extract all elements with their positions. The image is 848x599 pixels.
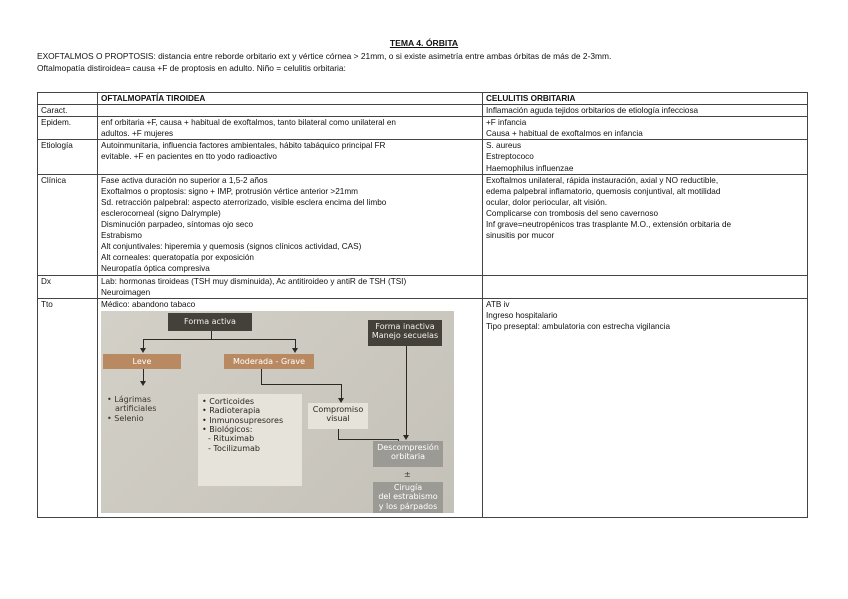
cell-line: Complicarse con trombosis del seno cavernoso bbox=[486, 208, 659, 218]
cell-line: Haemophilus influenzae bbox=[486, 163, 574, 173]
treatment-flow-diagram bbox=[101, 311, 454, 513]
row-label: Epidem. bbox=[38, 117, 98, 140]
forma-inactiva-line: Forma inactiva bbox=[375, 321, 435, 331]
compromiso-visual-box bbox=[308, 403, 368, 429]
thyroid-cell bbox=[98, 174, 483, 275]
comparison-table bbox=[37, 92, 808, 518]
cell-line: +F infancia bbox=[486, 118, 527, 128]
intro-line-1: EXOFTALMOS O PROPTOSIS: distancia entre reborde orbitario ext y vértice córnea > 21mm, o si existe asimetría entre ambas órbitas de más de 2-3mm. bbox=[37, 51, 612, 61]
cell-line: sinusitis por mucor bbox=[486, 231, 555, 241]
row-label: Dx bbox=[38, 275, 98, 298]
cell-line: esclerocorneal (signo Dalrymple) bbox=[101, 208, 221, 218]
row-label: Etiología bbox=[38, 140, 98, 174]
header-cell-thyroid: OFTALMOPATÍA TIROIDEA bbox=[98, 93, 483, 105]
cell-line: adultos. +F mujeres bbox=[101, 129, 174, 139]
thyroid-cell bbox=[98, 298, 483, 517]
table-row bbox=[38, 117, 808, 140]
cellulitis-cell bbox=[483, 275, 808, 298]
cirugia-line: Cirugía bbox=[393, 482, 423, 492]
moderada-list-box bbox=[198, 394, 302, 486]
cellulitis-cell bbox=[483, 174, 808, 275]
cell-line: Médico: abandono tabaco bbox=[101, 299, 196, 309]
forma-inactiva-line: Manejo secuelas bbox=[371, 331, 439, 341]
table-header-row bbox=[38, 93, 808, 105]
cellulitis-cell bbox=[483, 117, 808, 140]
header-cell-empty bbox=[38, 93, 98, 105]
descompresion-line: orbitaria bbox=[391, 452, 425, 462]
cirugia-box bbox=[373, 482, 443, 513]
table-row bbox=[38, 105, 808, 117]
intro-line-2: Oftalmopatía distiroidea= causa +F de proptosis en adulto. Niño = celulitis orbitaria: bbox=[37, 63, 346, 73]
cell-line: enf orbitaria +F, causa + habitual de exoftalmos, tanto bilateral como unilateral en bbox=[101, 118, 396, 128]
moderada-item: • Radioterapia bbox=[202, 406, 261, 416]
moderada-item: - Rituximab bbox=[208, 434, 255, 444]
cirugia-line: y los párpados bbox=[378, 501, 438, 511]
leve-item: artificiales bbox=[115, 404, 157, 414]
cell-line: evitable. +F en pacientes en tto yodo radioactivo bbox=[101, 152, 277, 162]
cell-line: Estrabismo bbox=[101, 231, 142, 241]
table-row bbox=[38, 275, 808, 298]
cell-line: ocular, dolor periocular, alt visión. bbox=[486, 197, 608, 207]
table-row bbox=[38, 174, 808, 275]
cellulitis-cell bbox=[483, 140, 808, 174]
cell-line: edema palpebral inflamatorio, quemosis conjuntival, alt motilidad bbox=[486, 186, 721, 196]
cellulitis-cell bbox=[483, 298, 808, 517]
cell-line: Fase activa duración no superior a 1,5-2 años bbox=[101, 175, 268, 185]
cell-line: Neuropatía óptica compresiva bbox=[101, 264, 210, 274]
row-label: Clínica bbox=[38, 174, 98, 275]
cell-line: Ingreso hospitalario bbox=[486, 310, 558, 320]
cellulitis-cell bbox=[483, 105, 808, 117]
table-row bbox=[38, 140, 808, 174]
thyroid-cell bbox=[98, 105, 483, 117]
moderada-item: • Biológicos: bbox=[202, 425, 253, 434]
row-label: Tto bbox=[38, 298, 98, 517]
cell-line: Neuroimagen bbox=[101, 287, 151, 297]
cell-line: Sd. retracción palpebral: aspecto aterrorizado, visible esclera encima del limbo bbox=[101, 197, 387, 207]
compromiso-line: Compromiso bbox=[312, 404, 364, 414]
forma-activa-box: Forma activa bbox=[168, 313, 252, 331]
compromiso-line: visual bbox=[326, 414, 350, 424]
cell-line: Tipo preseptal: ambulatoria con estrecha vigilancia bbox=[486, 321, 671, 331]
cell-line: Exoftalmos unilateral, rápida instauración, axial y NO reductible, bbox=[486, 175, 719, 185]
thyroid-cell bbox=[98, 275, 483, 298]
cirugia-line: del estrabismo bbox=[378, 492, 438, 502]
leve-box: Leve bbox=[103, 354, 181, 369]
leve-item: • Lágrimas bbox=[107, 394, 152, 404]
page-title: TEMA 4. ÓRBITA bbox=[389, 38, 459, 48]
cell-line: Exoftalmos o proptosis: signo + IMP, protrusión vértice anterior >21mm bbox=[101, 186, 358, 196]
moderada-item: • Corticoides bbox=[202, 396, 255, 406]
cell-line: Disminución parpadeo, síntomas ojo seco bbox=[101, 220, 254, 230]
moderada-item: • Inmunosupresores bbox=[202, 415, 284, 425]
thyroid-cell bbox=[98, 140, 483, 174]
cell-line: ATB iv bbox=[486, 299, 510, 309]
moderada-item: - Tocilizumab bbox=[208, 443, 260, 453]
moderada-grave-box: Moderada - Grave bbox=[224, 354, 314, 369]
cell-line: Alt corneales: queratopatía por exposición bbox=[101, 253, 254, 263]
cell-line: Lab: hormonas tiroideas (TSH muy disminuida), Ac antitiroideo y antiR de TSH (TSI) bbox=[101, 276, 407, 286]
header-cell-cellulitis: CELULITIS ORBITARIA bbox=[483, 93, 808, 105]
forma-inactiva-box bbox=[368, 320, 442, 346]
leve-list bbox=[107, 395, 156, 423]
cell-line: Causa + habitual de exoftalmos en infancia bbox=[486, 129, 643, 139]
leve-item: • Selenio bbox=[107, 413, 144, 423]
plusminus-sign: ± bbox=[404, 469, 411, 479]
table-row bbox=[38, 298, 808, 517]
cell-line: Autoinmunitaria, influencia factores ambientales, hábito tabáquico principal FR bbox=[101, 141, 386, 151]
row-label: Caract. bbox=[38, 105, 98, 117]
descompresion-box bbox=[373, 441, 443, 467]
cell-line: Inf grave=neutropénicos tras trasplante M.O., extensión orbitaria de bbox=[486, 220, 732, 230]
cell-line: Inflamación aguda tejidos orbitarios de etiología infecciosa bbox=[486, 106, 699, 116]
cell-line: Estreptococo bbox=[486, 152, 534, 162]
thyroid-cell bbox=[98, 117, 483, 140]
cell-line: S. aureus bbox=[486, 141, 522, 151]
descompresion-line: Descompresión bbox=[377, 442, 439, 452]
cell-line: Alt conjuntivales: hiperemia y quemosis (signos clínicos actividad, CAS) bbox=[101, 242, 362, 252]
